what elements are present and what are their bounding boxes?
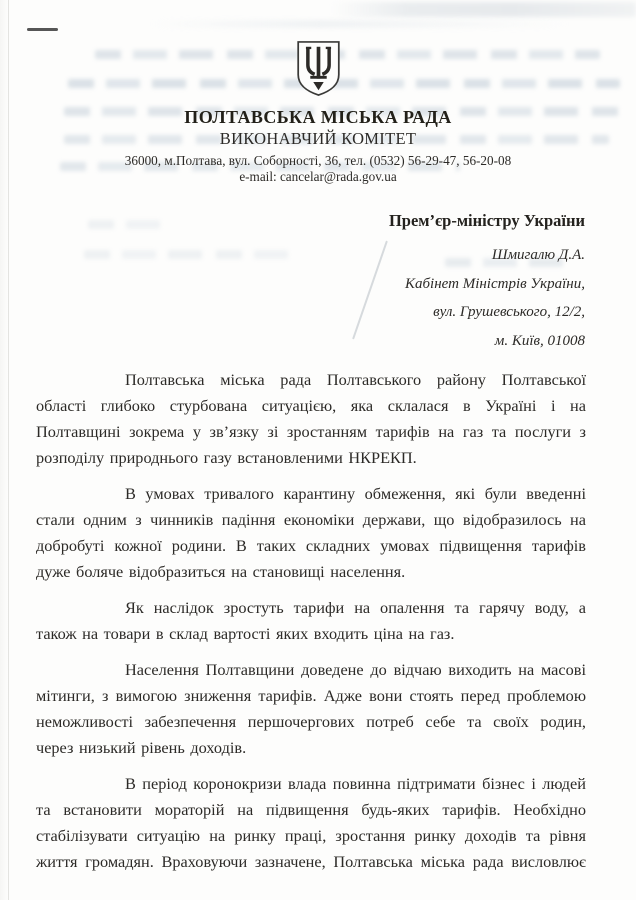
recipient-street: вул. Грушевського, 12/2, xyxy=(433,304,585,320)
letterhead-address: 36000, м.Полтава, вул. Соборності, 36, тел. (0532) 56-29-47, 56-20-08 xyxy=(124,153,512,168)
committee-name: ВИКОНАВЧИЙ КОМІТЕТ xyxy=(219,129,417,148)
recipient-city: м. Київ, 01008 xyxy=(494,332,585,349)
body-paragraph: Населення Полтавщини доведене до відчаю виходить на масові мітинги, з вимогою зниження тарифів. Адже вони стоять перед проблемою неможливості забезпечення першочергових потреб себе та своїх родин, через низький рівень доходів. xyxy=(36,660,586,757)
recipient-title: Прем’єр-міністру України xyxy=(388,211,585,230)
letterhead xyxy=(0,0,636,185)
body-paragraph: Як наслідок зростуть тарифи на опалення та гарячу воду, а також на товари в склад вартості яких входить ціна на газ. xyxy=(36,598,586,643)
recipient-institution: Кабінет Міністрів України, xyxy=(405,275,585,292)
ukraine-trident-emblem xyxy=(295,40,342,98)
letter-body xyxy=(36,367,586,875)
letterhead-email: e-mail: cancelar@rada.gov.ua xyxy=(239,169,397,184)
organization-name: ПОЛТАВСЬКА МІСЬКА РАДА xyxy=(184,107,452,127)
body-paragraph: Полтавська міська рада Полтавського району Полтавської області глибоко стурбована ситуацією, яка склалася в Україні і на Полтавщині зокрема у зв’язку зі зростанням тарифів на газ та послуги з розподілу природнього газу встановленими НКРЕКП. xyxy=(36,370,586,467)
recipient-block xyxy=(0,211,585,355)
body-paragraph: В період коронокризи влада повинна підтримати бізнес і людей та встановити мораторій на підвищення будь-яких тарифів. Необхідно стабілізувати ситуацію на ринку праці, зростання ринку доходів та рівня життя громадян. Враховуючи зазначене, Полтавська міська рада висловлює xyxy=(36,774,586,871)
body-paragraph: В умовах тривалого карантину обмеження, які були введенні стали одним з чинників падіння економіки держави, що відобразилось на добробуті кожної родини. В таких складних умовах підвищення тарифів дуже боляче відобразиться на становищі населення. xyxy=(36,484,586,581)
recipient-name: Шмигалю Д.А. xyxy=(491,247,585,263)
